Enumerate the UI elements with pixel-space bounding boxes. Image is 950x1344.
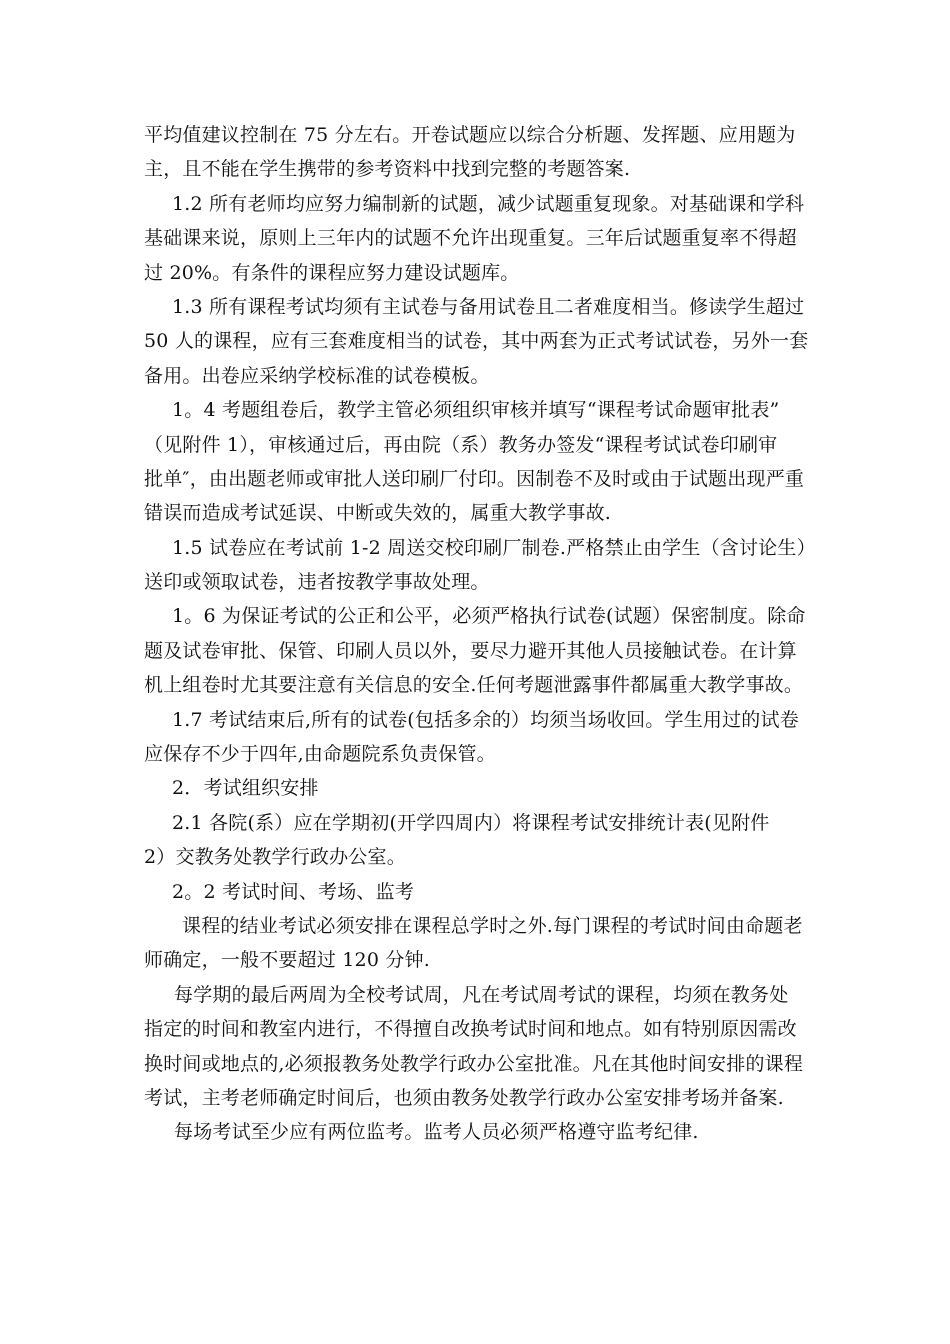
text-line: 1.2 所有老师均应努力编制新的试题，减少试题重复现象。对基础课和学科 [172,192,805,215]
text-line: （见附件 1），审核通过后，再由院（系）教务办签发“课程考试试卷印刷审 [144,433,778,456]
text-line: 考试，主考老师确定时间后，也须由教务处教学行政办公室安排考场并备案. [144,1086,784,1109]
text-line: 送印或领取试卷，违者按教学事故处理。 [144,571,490,594]
text-line: 题及试卷审批、保管、印刷人员以外，要尽力避开其他人员接触试卷。在计算 [144,639,797,662]
text-line: 1.3 所有课程考试均须有主试卷与备用试卷且二者难度相当。修读学生超过 [172,295,805,318]
text-line: 每场考试至少应有两位监考。监考人员必须严格遵守监考纪律. [174,1121,699,1144]
text-line: 基础课来说，原则上三年内的试题不允许出现重复。三年后试题重复率不得超 [144,227,797,250]
text-line: 机上组卷时尤其要注意有关信息的安全.任何考题泄露事件都属重大教学事故。 [144,674,804,697]
text-line: 1。6 为保证考试的公正和公平，必须严格执行试卷(试题）保密制度。除命 [172,605,806,628]
text-line: 应保存不少于四年,由命题院系负责保管。 [144,743,496,766]
text-line: 1.7 考试结束后,所有的试卷(包括多余的）均须当场收回。学生用过的试卷 [172,708,799,731]
text-line: 50 人的课程，应有三套难度相当的试卷，其中两套为正式考试试卷，另外一套 [144,330,809,353]
text-line: 平均值建议控制在 75 分左右。开卷试题应以综合分析题、发挥题、应用题为 [144,124,796,146]
text-line: 2.1 各院(系）应在学期初(开学四周内）将课程考试安排统计表(见附件 [172,811,770,834]
text-line: 每学期的最后两周为全校考试周，凡在考试周考试的课程，均须在教务处 [174,983,789,1006]
text-line: 换时间或地点的,必须报教务处教学行政办公室批准。凡在其他时间安排的课程 [144,1052,804,1075]
text-line: 2）交教务处教学行政办公室。 [144,846,406,869]
text-line: 课程的结业考试必须安排在课程总学时之外.每门课程的考试时间由命题老 [182,914,803,937]
text-line: 主，且不能在学生携带的参考资料中找到完整的考题答案. [144,158,631,181]
text-line: 备用。出卷应采纳学校标准的试卷模板。 [144,364,490,387]
document-body [144,118,820,1150]
text-line: 过 20%。有条件的课程应努力建设试题库。 [144,261,520,284]
text-line: 师确定，一般不要超过 120 分钟. [144,949,430,972]
text-line: 错误而造成考试延误、中断或失效的，属重大教学事故. [144,502,612,525]
subsection-heading: 2。2 考试时间、考场、监考 [172,880,415,903]
section-heading: 2．考试组织安排 [172,777,319,800]
text-line: 批单″，由出题老师或审批人送印刷厂付印。因制卷不及时或由于试题出现严重 [144,467,805,490]
text-line: 1。4 考题组卷后，教学主管必须组织审核并填写“课程考试命题审批表” [172,399,780,422]
text-line: 指定的时间和教室内进行，不得擅自改换考试时间和地点。如有特别原因需改 [144,1018,797,1041]
text-line: 1.5 试卷应在考试前 1-2 周送交校印刷厂制卷.严格禁止由学生（含讨论生） [172,536,816,559]
